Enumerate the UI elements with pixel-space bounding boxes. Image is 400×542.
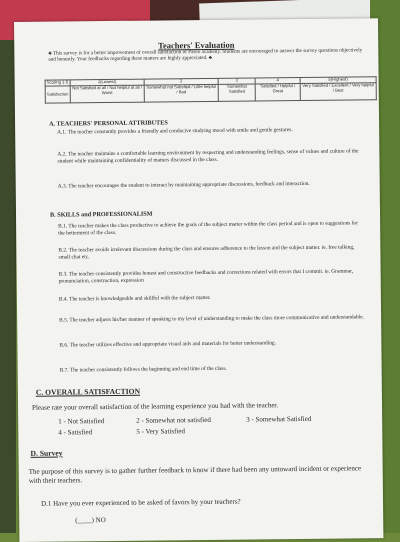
scale-cell: Very Satisfied / Excellent / Very helpful / Best [300,83,376,101]
scale-header: Scoring 1-5 [46,79,69,85]
answer-no[interactable]: (____) NO [75,516,106,525]
item-b3: B.3. The teacher consistently provides honest and constructive feedbacks and corrections related with errors that I commit. ie. Grammar, pronunciation, construction, expression [58,268,354,285]
rating-option-1: 1 - Not Satisfied [58,417,105,426]
scale-header: 2 [144,78,218,85]
evaluation-sheet [14,18,383,542]
section-d-heading: D. Survey [30,448,63,458]
section-c-heading: C. OVERALL SATISFACTION [35,386,141,397]
scale-header: 5(Highest) [300,77,376,84]
scale-cell: Not Satisfied at all / Not helpful at all / Worst [70,85,145,103]
scale-header: 3 [218,78,255,84]
page-title: Teachers' Evaluation [157,39,235,51]
item-b7: B.7. The teacher consistently follows the beginning and end time of the class. [59,365,227,374]
intro-text: ♣ This survey is for a better improvement of overall satisfaction of Paseo academy. Students are encouraged to answer the survey questions objectively and honestly. Your feedbacks regarding these matters are highly appreciated. ♣ [48,47,363,63]
scale-header: 4 [255,78,300,84]
item-a2: A.2. The teacher maintains a comfortable learning environment by respecting and understanding feelings, sense of values and culture of the student while maintaining confidentiality of matters discussed in the class. [57,148,359,165]
rating-option-4: 4 - Satisfied [58,428,93,437]
scale-cell: Somewhat Satisfied [218,84,255,101]
section-d-purpose: The purpose of this survey is to gather further feedback to know if there had been any untoward incident or experience with their teachers. [28,464,362,485]
item-b6: B.6. The teacher utilizes effective and appropriate visual aids and materials for better understanding. [59,340,276,349]
item-b5: B.5. The teacher adjusts his/her manner of speaking to my level of understanding to make the class more communicative and understandable. [59,314,364,324]
scale-cell: Somewhat not Satisfied / Little helpful / Bad [144,84,218,102]
scale-cell: Satisfied / Helpful / Great [255,84,300,101]
rating-option-3: 3 - Somewhat Satisfied [246,414,312,424]
scale-row-label: Satisfaction [45,86,70,103]
rating-option-2: 2 - Somewhat not satisfied [136,415,211,425]
rating-option-5: 5 - Very Satisfied [136,427,186,436]
scale-header: 1(Lowest) [70,79,144,86]
scale-table [45,76,377,103]
section-b-heading: B. SKILLS and PROFESSIONALISM [49,210,153,219]
item-b2: B.2. The teacher avoids irrelevant discussions during the class and ensures adherence to the lesson and the subject matter. ie. free talking, small chat etc. [58,244,355,261]
item-b1: B.1. The teacher makes the class productive to achieve the goals of the subject matter within the class period and is open to suggestions for the betterment of the class. [58,220,359,237]
background-left [0,40,16,533]
item-a3: A.3. The teacher encourages the student to interact by maintaining appropriate discussions, feedback and interaction. [57,180,310,190]
section-a-heading: A. TEACHERS' PERSONAL ATTRIBUTES [49,119,168,128]
question-d1: D.1 Have you ever experienced to be asked of favors by your teachers? [41,497,241,508]
item-a1: A.1. The teacher constantly provides a friendly and conducive studying mood with smile and gentle gestures. [57,127,293,136]
section-c-prompt: Please rate your overall satisfaction of the learning experience you had with the teacher. [31,401,279,412]
item-b4: B.4. The teacher is knowledgeable and skillful with the subject matter. [58,294,211,303]
